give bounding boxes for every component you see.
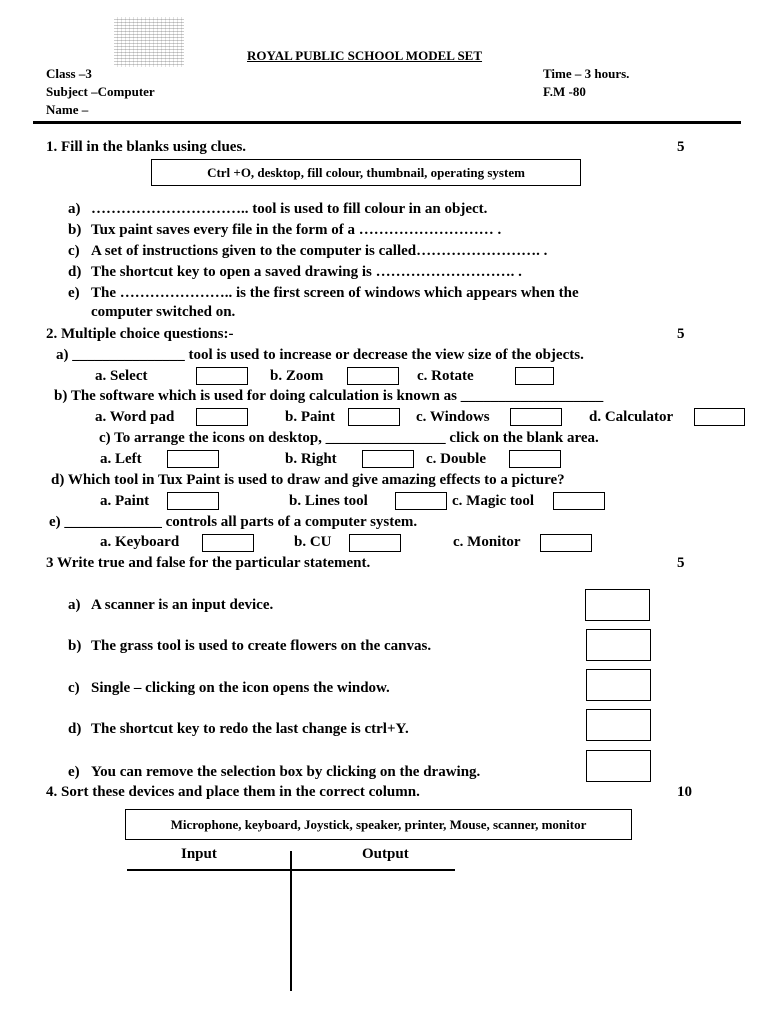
answer-box[interactable] [196, 408, 248, 426]
true-false-box[interactable] [586, 669, 651, 701]
q2b-question: b) The software which is used for doing calculation is known as ___________________ [54, 388, 604, 404]
q2d-question: d) Which tool in Tux Paint is used to draw and give amazing effects to a picture? [51, 472, 565, 488]
true-false-box[interactable] [586, 709, 651, 741]
school-title: ROYAL PUBLIC SCHOOL MODEL SET [247, 48, 483, 63]
q1-item-label: a) [68, 201, 81, 217]
answer-box[interactable] [509, 450, 561, 468]
input-column-header: Input [181, 846, 217, 862]
class-label: Class –3 [46, 66, 92, 81]
q2e-option: a. Keyboard [100, 534, 180, 550]
subject-label: Subject –Computer [46, 84, 155, 99]
answer-box[interactable] [348, 408, 400, 426]
q3-item-label: b) [68, 638, 82, 654]
q1-item-text: ………………………….. tool is used to fill colour in an object. [91, 201, 488, 217]
q3-item-text: The shortcut key to redo the last change is ctrl+Y. [91, 721, 409, 737]
q3-item-text: The grass tool is used to create flowers on the canvas. [91, 638, 432, 654]
q2a-option: c. Rotate [417, 368, 474, 384]
q2a-option: b. Zoom [270, 368, 324, 384]
q2c-option: a. Left [100, 451, 142, 467]
q1-marks: 5 [677, 139, 685, 155]
answer-box[interactable] [362, 450, 414, 468]
q2b-option: a. Word pad [95, 409, 175, 425]
q3-item-label: a) [68, 597, 81, 613]
q3-item-label: d) [68, 721, 82, 737]
q3-item-text: Single – clicking on the icon opens the window. [91, 680, 390, 696]
q2d-option: a. Paint [100, 493, 150, 509]
q1-item-text: A set of instructions given to the computer is called……………………. . [91, 243, 548, 259]
q3-item-text: A scanner is an input device. [91, 597, 274, 613]
q3-title: 3 Write true and false for the particular statement. [46, 555, 371, 571]
school-logo [114, 17, 184, 67]
answer-box[interactable] [395, 492, 447, 510]
q2c-option: b. Right [285, 451, 337, 467]
q1-item-text: The shortcut key to open a saved drawing is ………………………. . [91, 264, 522, 280]
answer-box[interactable] [347, 367, 399, 385]
q2b-option: d. Calculator [589, 409, 674, 425]
q1-clue-box: Ctrl +O, desktop, fill colour, thumbnail, operating system [151, 159, 581, 186]
answer-box[interactable] [167, 450, 219, 468]
answer-box[interactable] [196, 367, 248, 385]
true-false-box[interactable] [585, 589, 650, 621]
q2-title: 2. Multiple choice questions:- [46, 326, 234, 342]
q1-item-label: c) [68, 243, 80, 259]
q2a-option: a. Select [95, 368, 148, 384]
q1-item-text: computer switched on. [91, 304, 236, 320]
q2b-option: c. Windows [416, 409, 490, 425]
q2-marks: 5 [677, 326, 685, 342]
q2d-option: b. Lines tool [289, 493, 368, 509]
answer-box[interactable] [694, 408, 745, 426]
q4-devices-box: Microphone, keyboard, Joystick, speaker, printer, Mouse, scanner, monitor [125, 809, 632, 840]
q4-marks: 10 [677, 784, 692, 800]
q2c-question: c) To arrange the icons on desktop, ________________ click on the blank area. [99, 430, 599, 446]
q3-marks: 5 [677, 555, 685, 571]
q1-item-text: The ………………….. is the first screen of windows which appears when the [91, 285, 579, 301]
q2b-option: b. Paint [285, 409, 336, 425]
q4-title: 4. Sort these devices and place them in the correct column. [46, 784, 420, 800]
full-marks-label: F.M -80 [543, 84, 586, 99]
q2a-question: a) _______________ tool is used to increase or decrease the view size of the objects. [56, 347, 584, 363]
name-label: Name – [46, 102, 89, 117]
answer-box[interactable] [553, 492, 605, 510]
answer-box[interactable] [510, 408, 562, 426]
q3-item-label: c) [68, 680, 80, 696]
q2e-option: c. Monitor [453, 534, 521, 550]
true-false-box[interactable] [586, 750, 651, 782]
q1-item-text: Tux paint saves every file in the form of a ……………………… . [91, 222, 502, 238]
answer-box[interactable] [167, 492, 219, 510]
q2e-option: b. CU [294, 534, 332, 550]
output-column-header: Output [362, 846, 409, 862]
q1-item-label: e) [68, 285, 80, 301]
header-divider [33, 121, 741, 124]
q3-item-text: You can remove the selection box by clicking on the drawing. [91, 764, 481, 780]
q1-item-label: d) [68, 264, 82, 280]
true-false-box[interactable] [586, 629, 651, 661]
answer-box[interactable] [540, 534, 592, 552]
q3-item-label: e) [68, 764, 80, 780]
answer-box[interactable] [515, 367, 554, 385]
q1-title: 1. Fill in the blanks using clues. [46, 139, 247, 155]
q2d-option: c. Magic tool [452, 493, 535, 509]
sort-table-vertical-line [290, 851, 292, 991]
answer-box[interactable] [202, 534, 254, 552]
time-label: Time – 3 hours. [543, 66, 630, 81]
q2c-option: c. Double [426, 451, 486, 467]
answer-box[interactable] [349, 534, 401, 552]
q2e-question: e) _____________ controls all parts of a computer system. [49, 514, 418, 530]
q1-item-label: b) [68, 222, 82, 238]
